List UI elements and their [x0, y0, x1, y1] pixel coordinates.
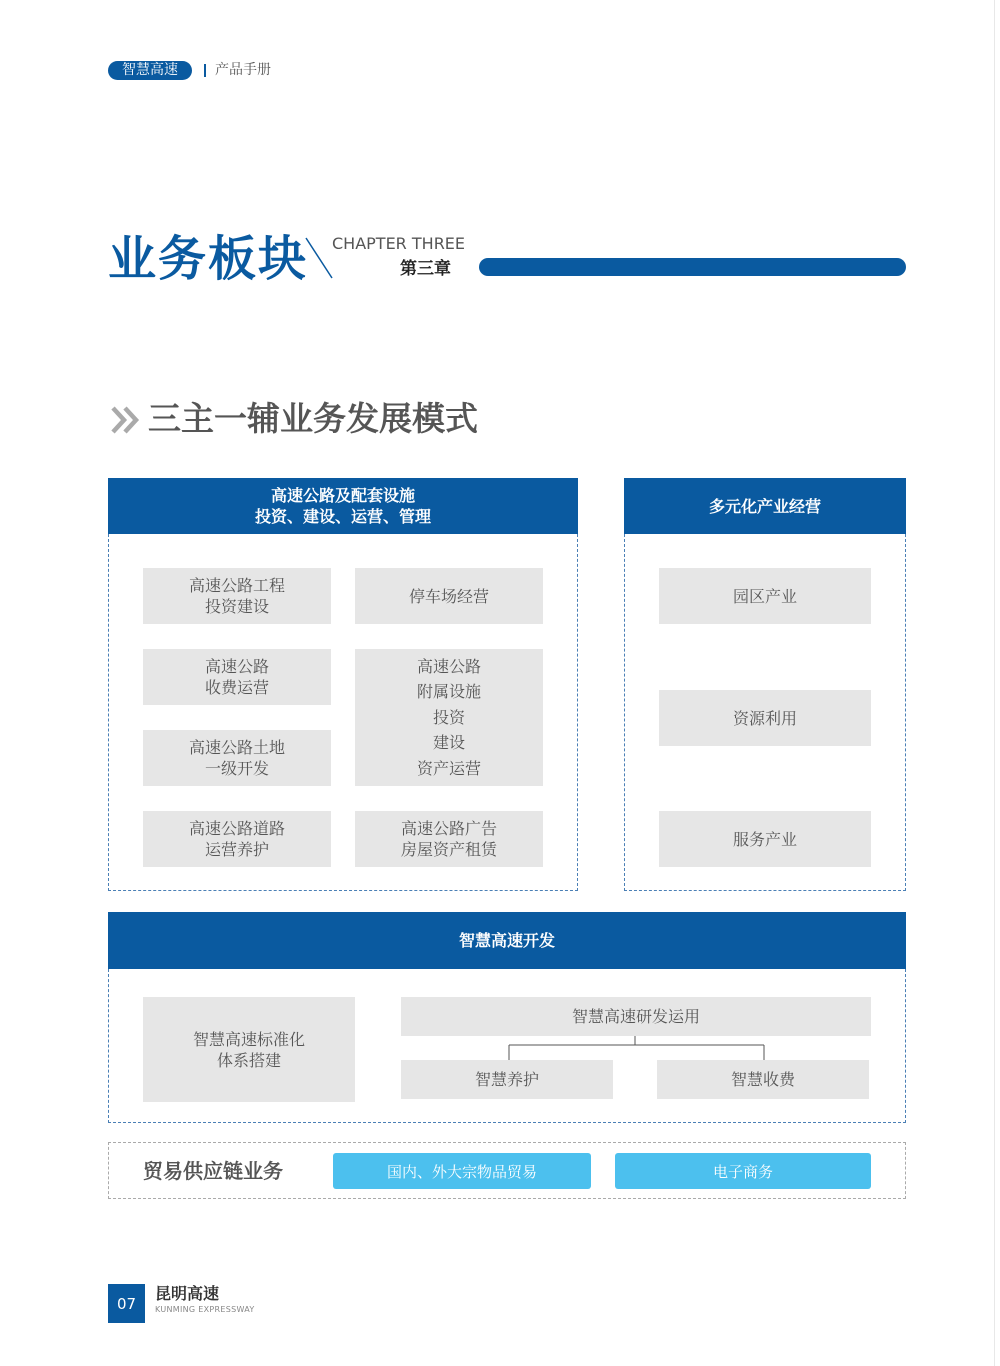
- chapter-bar: [479, 258, 906, 276]
- chapter-english: CHAPTER THREE: [332, 234, 466, 253]
- trade-label: 贸易供应链业务: [143, 1159, 283, 1183]
- page-edge: [994, 0, 995, 1366]
- cell-park-industry: 园区产业: [659, 568, 871, 624]
- chapter-chinese: 第三章: [400, 259, 451, 279]
- double-chevron-icon: [110, 404, 142, 436]
- header-subtitle: 产品手册: [215, 62, 271, 78]
- header-divider: [204, 64, 206, 77]
- cell-road-maintenance: 高速公路道路 运营养护: [143, 811, 331, 867]
- cell-toll-operation: 高速公路 收费运营: [143, 649, 331, 705]
- footer-company-en: KUNMING EXPRESSWAY: [155, 1305, 255, 1314]
- highway-block-header: [108, 478, 578, 534]
- footer-company-cn: 昆明高速: [155, 1284, 220, 1303]
- cell-smart-standardization: 智慧高速标准化 体系搭建: [143, 997, 355, 1102]
- cell-auxiliary-facilities: 高速公路 附属设施 投资 建设 资产运营: [355, 649, 543, 786]
- highway-block-title-line2: 投资、建设、运营、管理: [254, 507, 431, 526]
- cell-smart-maintenance: 智慧养护: [401, 1060, 613, 1099]
- cell-smart-toll: 智慧收费: [657, 1060, 869, 1099]
- diversified-block-header: 多元化产业经营: [624, 478, 906, 534]
- section-title: 三主一辅业务发展模式: [148, 399, 478, 438]
- smart-block-header: 智慧高速开发: [108, 912, 906, 969]
- trade-item-commodity: 国内、外大宗物品贸易: [333, 1153, 591, 1189]
- brand-badge: 智慧高速: [108, 61, 192, 80]
- cell-engineering-investment: 高速公路工程 投资建设: [143, 568, 331, 624]
- tree-connector: [401, 1036, 871, 1060]
- cell-parking: 停车场经营: [355, 568, 543, 624]
- cell-advertising-leasing: 高速公路广告 房屋资产租赁: [355, 811, 543, 867]
- cell-land-development: 高速公路土地 一级开发: [143, 730, 331, 786]
- cell-service-industry: 服务产业: [659, 811, 871, 867]
- page-number: 07: [108, 1284, 145, 1323]
- cell-resource-utilization: 资源利用: [659, 690, 871, 746]
- highway-block-title-line1: 高速公路及配套设施: [270, 486, 415, 505]
- cell-smart-rd: 智慧高速研发运用: [401, 997, 871, 1036]
- chapter-title: 业务板块: [108, 231, 309, 287]
- trade-item-ecommerce: 电子商务: [615, 1153, 871, 1189]
